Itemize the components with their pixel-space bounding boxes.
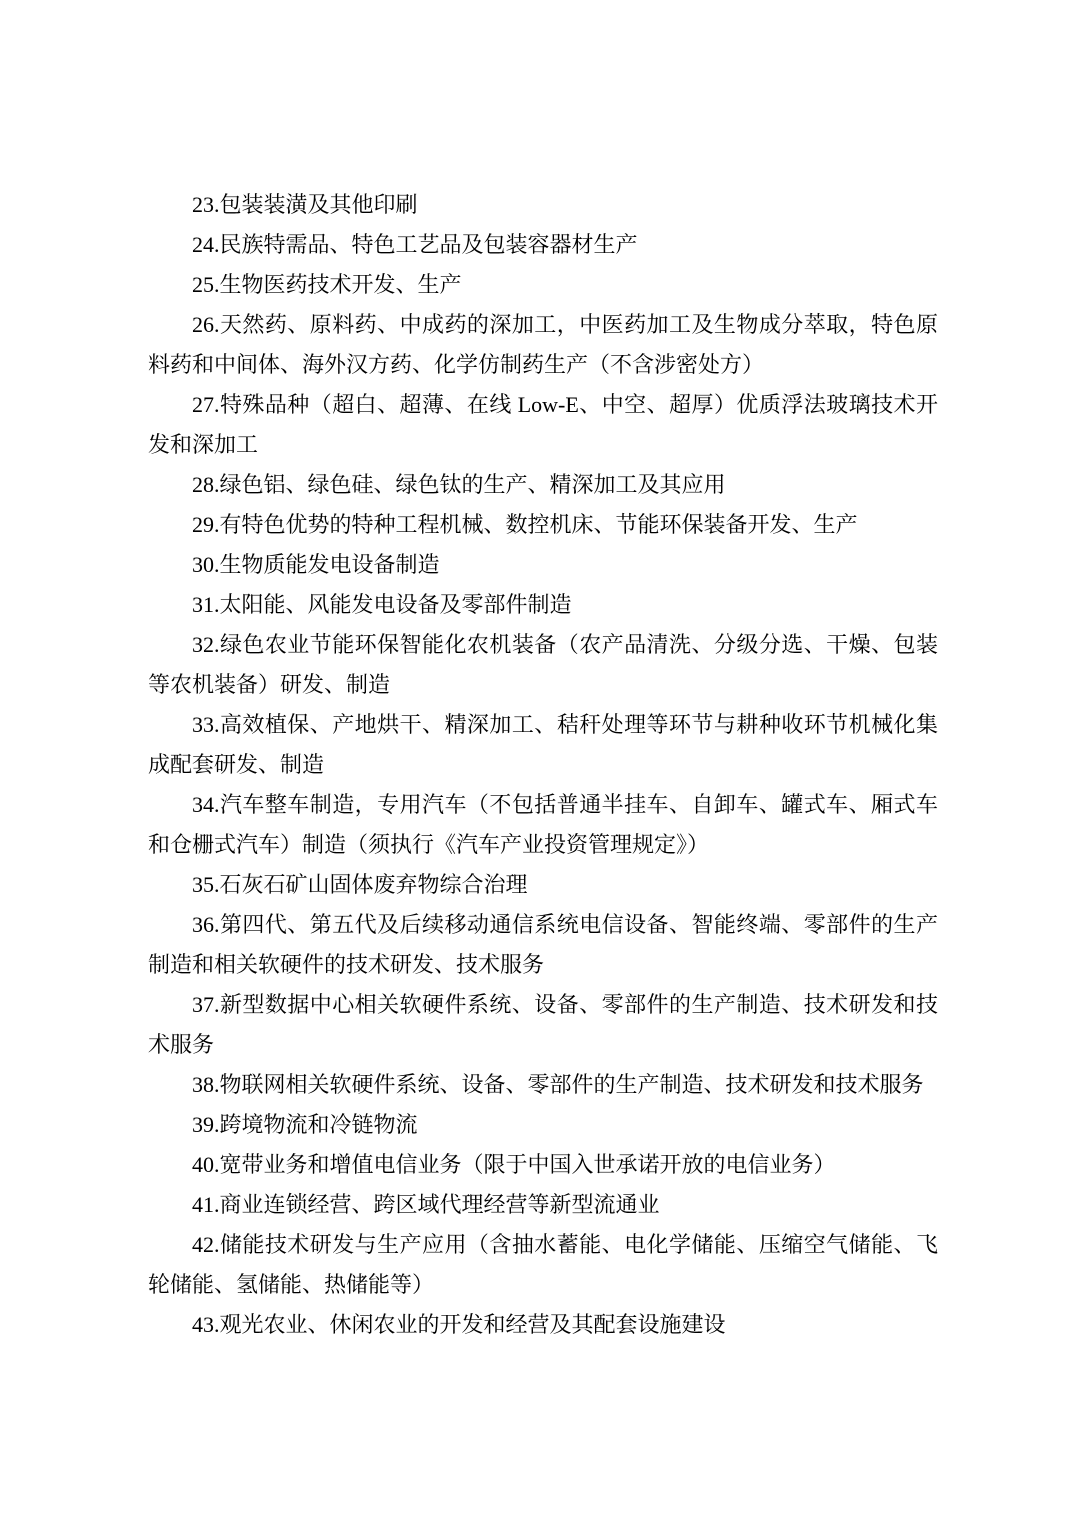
numbered-list	[148, 185, 938, 1345]
list-item: 34.汽车整车制造，专用汽车（不包括普通半挂车、自卸车、罐式车、厢式车和仓栅式汽车）制造（须执行《汽车产业投资管理规定》）	[148, 792, 938, 857]
list-item: 32.绿色农业节能环保智能化农机装备（农产品清洗、分级分选、干燥、包装等农机装备）研发、制造	[148, 632, 938, 697]
list-item: 30.生物质能发电设备制造	[192, 552, 440, 577]
list-item: 25.生物医药技术开发、生产	[192, 272, 462, 297]
list-item: 39.跨境物流和冷链物流	[192, 1112, 418, 1137]
list-item: 42.储能技术研发与生产应用（含抽水蓄能、电化学储能、压缩空气储能、飞轮储能、氢储能、热储能等）	[148, 1232, 938, 1297]
list-item: 33.高效植保、产地烘干、精深加工、秸秆处理等环节与耕种收环节机械化集成配套研发、制造	[148, 712, 938, 777]
list-item: 41.商业连锁经营、跨区域代理经营等新型流通业	[192, 1192, 660, 1217]
list-item: 26.天然药、原料药、中成药的深加工，中医药加工及生物成分萃取，特色原料药和中间体、海外汉方药、化学仿制药生产（不含涉密处方）	[148, 312, 938, 377]
list-item: 31.太阳能、风能发电设备及零部件制造	[192, 592, 572, 617]
list-item: 36.第四代、第五代及后续移动通信系统电信设备、智能终端、零部件的生产制造和相关软硬件的技术研发、技术服务	[148, 912, 938, 977]
list-item: 24.民族特需品、特色工艺品及包装容器材生产	[192, 232, 638, 257]
list-item: 35.石灰石矿山固体废弃物综合治理	[192, 872, 528, 897]
list-item: 23.包装装潢及其他印刷	[192, 192, 418, 217]
list-item: 29.有特色优势的特种工程机械、数控机床、节能环保装备开发、生产	[192, 512, 858, 537]
list-item: 38.物联网相关软硬件系统、设备、零部件的生产制造、技术研发和技术服务	[192, 1072, 924, 1097]
list-item: 37.新型数据中心相关软硬件系统、设备、零部件的生产制造、技术研发和技术服务	[148, 992, 938, 1057]
list-item: 40.宽带业务和增值电信业务（限于中国入世承诺开放的电信业务）	[192, 1152, 836, 1177]
list-item: 28.绿色铝、绿色硅、绿色钛的生产、精深加工及其应用	[192, 472, 726, 497]
list-item: 43.观光农业、休闲农业的开发和经营及其配套设施建设	[192, 1312, 726, 1337]
list-item: 27.特殊品种（超白、超薄、在线 Low-E、中空、超厚）优质浮法玻璃技术开发和深加工	[148, 392, 938, 457]
